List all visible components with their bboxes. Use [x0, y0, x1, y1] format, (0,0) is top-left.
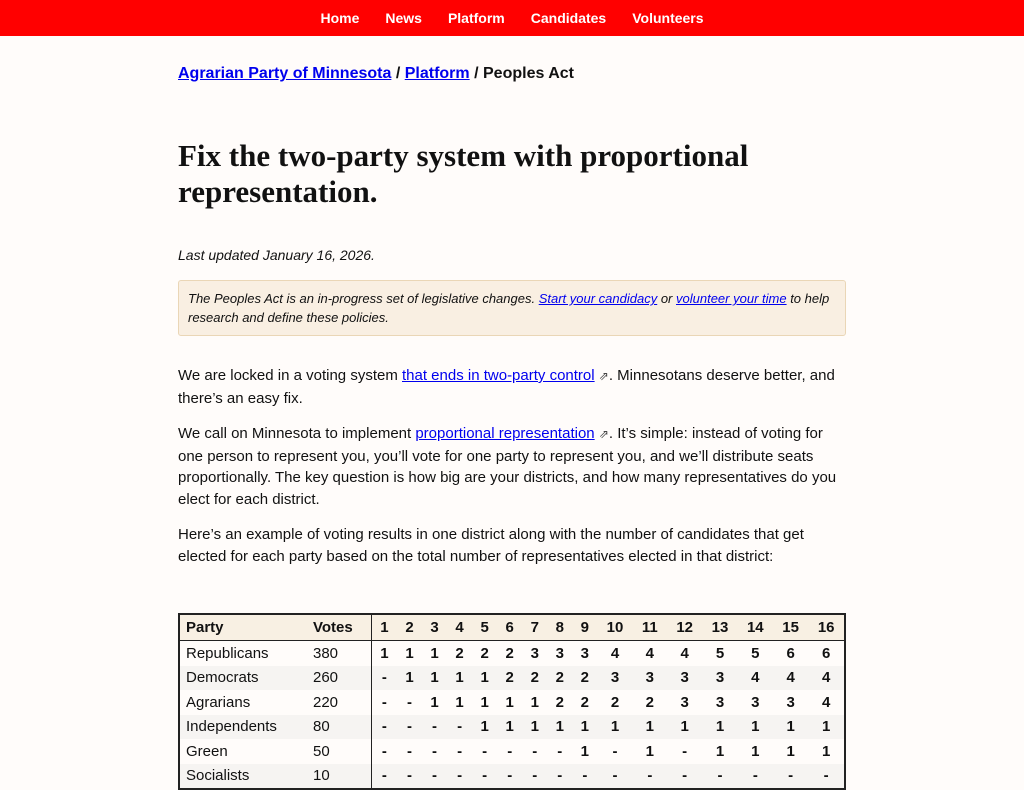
- seat-count: -: [407, 742, 412, 760]
- column-header: 12: [667, 614, 702, 641]
- column-header: 1: [371, 614, 397, 641]
- seat-count: 6: [821, 644, 831, 662]
- seat-count: -: [507, 742, 513, 760]
- seat-count: 1: [430, 644, 439, 662]
- column-header: 6: [497, 614, 522, 641]
- seat-count: -: [572, 764, 597, 790]
- breadcrumb-separator: /: [395, 65, 401, 82]
- seat-count: 3: [530, 644, 539, 662]
- seat-count: -: [371, 764, 397, 790]
- table-header-row: [179, 614, 845, 641]
- seat-count: 4: [738, 666, 773, 691]
- seat-count: 1: [667, 715, 702, 740]
- seat-count: 1: [530, 693, 539, 711]
- breadcrumb: [178, 65, 846, 83]
- seat-count: 1: [633, 715, 667, 740]
- seat-count: -: [612, 742, 618, 760]
- seat-count: 1: [702, 715, 737, 740]
- start-candidacy-link[interactable]: Start your candidacy: [538, 291, 658, 306]
- seat-count: -: [667, 764, 702, 790]
- column-header: 7: [522, 614, 547, 641]
- main-content: [178, 36, 846, 790]
- seat-count: 1: [715, 742, 725, 760]
- two-party-control-link[interactable]: that ends in two-party control: [402, 367, 595, 384]
- seat-count: 3: [715, 693, 725, 711]
- text: . It’s simple: instead of voting for one person to represent you, you’ll vote for one party to represent you, and we’ll distribute seats proportionally. The key question is how big are your districts, and how many representatives do you elect for each district.: [178, 425, 837, 508]
- seat-count: -: [682, 742, 688, 760]
- column-header: 13: [702, 614, 737, 641]
- nav-home[interactable]: Home: [320, 10, 360, 26]
- paragraph: [178, 423, 846, 510]
- external-link-icon: ⇗: [598, 427, 609, 441]
- nav-candidates[interactable]: Candidates: [530, 10, 607, 26]
- seat-count: 1: [405, 644, 414, 662]
- seat-count: -: [397, 764, 422, 790]
- seat-count: 1: [786, 742, 795, 760]
- seat-count: 3: [667, 666, 702, 691]
- seat-count: -: [522, 764, 547, 790]
- page-title: Fix the two-party system with proportional representation.: [178, 138, 749, 209]
- party-name: Socialists: [179, 764, 307, 790]
- seat-count: 3: [597, 666, 632, 691]
- seat-count: 5: [751, 644, 760, 662]
- table-row: [179, 641, 845, 666]
- seat-count: 2: [645, 693, 655, 711]
- seat-count: 1: [522, 715, 547, 740]
- seat-count: -: [422, 764, 447, 790]
- seat-count: 2: [547, 666, 572, 691]
- party-name: Democrats: [179, 666, 307, 691]
- seat-count: 4: [610, 644, 620, 662]
- external-link-icon: ⇗: [598, 369, 609, 383]
- seat-count: 1: [751, 742, 760, 760]
- seat-count: 2: [522, 666, 547, 691]
- seat-count: 1: [472, 715, 497, 740]
- column-header: 16: [808, 614, 845, 641]
- seat-count: 3: [580, 644, 589, 662]
- table-row: [179, 666, 845, 691]
- vote-count: 50: [307, 739, 371, 764]
- column-header: Votes: [307, 614, 371, 641]
- seat-count: 2: [572, 666, 597, 691]
- seat-count: 2: [555, 693, 564, 711]
- column-header: 10: [597, 614, 632, 641]
- seat-count: 2: [610, 693, 620, 711]
- seat-count: 1: [422, 666, 447, 691]
- text: We are locked in a voting system: [178, 367, 402, 384]
- nav-news[interactable]: News: [385, 10, 422, 26]
- seat-count: 3: [680, 693, 689, 711]
- seat-count: -: [397, 715, 422, 740]
- seat-count: 6: [786, 644, 795, 662]
- seat-count: 1: [597, 715, 632, 740]
- table-row: [179, 739, 845, 764]
- seat-count: 4: [645, 644, 655, 662]
- column-header: 4: [447, 614, 472, 641]
- breadcrumb-current: Peoples Act: [483, 65, 574, 82]
- seat-count: 1: [455, 693, 464, 711]
- seat-count: 1: [821, 742, 831, 760]
- seat-count: -: [557, 742, 563, 760]
- seat-count: -: [407, 693, 412, 711]
- seat-count: -: [472, 764, 497, 790]
- seat-count: -: [532, 742, 538, 760]
- seat-count: -: [381, 693, 387, 711]
- last-updated: Last updated January 16, 2026.: [178, 247, 375, 263]
- vote-count: 220: [307, 690, 371, 715]
- nav-volunteers[interactable]: Volunteers: [632, 10, 704, 26]
- seat-count: -: [702, 764, 737, 790]
- party-name: Green: [186, 742, 228, 760]
- column-header: 15: [773, 614, 808, 641]
- seat-count: -: [808, 764, 845, 790]
- seat-count: 1: [447, 666, 472, 691]
- seat-count: -: [482, 742, 488, 760]
- seat-count: 3: [633, 666, 667, 691]
- seat-count: 2: [580, 693, 589, 711]
- party-name: Republicans: [186, 644, 269, 662]
- column-header: 11: [633, 614, 667, 641]
- column-header: 5: [472, 614, 497, 641]
- column-header: 9: [572, 614, 597, 641]
- seat-count: -: [497, 764, 522, 790]
- text: . Minnesotans deserve better, and there’s an easy fix.: [178, 367, 835, 407]
- seat-count: 4: [808, 666, 845, 691]
- paragraph: [178, 365, 846, 409]
- seat-count: 4: [773, 666, 808, 691]
- seat-count: 1: [497, 715, 522, 740]
- seat-count: 2: [505, 644, 514, 662]
- vote-count: 10: [307, 764, 371, 790]
- column-header: 3: [422, 614, 447, 641]
- seat-count: 1: [572, 715, 597, 740]
- seat-count: -: [547, 764, 572, 790]
- seat-allocation-table: [178, 613, 846, 790]
- seat-count: -: [371, 715, 397, 740]
- proportional-representation-link[interactable]: proportional representation: [415, 425, 595, 442]
- nav-platform[interactable]: Platform: [447, 10, 505, 26]
- seat-count: 1: [472, 666, 497, 691]
- notice-text: or: [657, 291, 677, 306]
- vote-count: 260: [307, 666, 371, 691]
- column-header: Party: [179, 614, 307, 641]
- seat-count: 4: [821, 693, 831, 711]
- volunteer-link[interactable]: volunteer your time: [676, 291, 787, 306]
- seat-count: 3: [555, 644, 564, 662]
- seat-count: 1: [580, 742, 589, 760]
- notice-text: The Peoples Act is an in-progress set of legislative changes.: [188, 291, 539, 306]
- breadcrumb-platform-link[interactable]: Platform: [404, 65, 470, 82]
- seat-count: 1: [505, 693, 514, 711]
- breadcrumb-root-link[interactable]: Agrarian Party of Minnesota: [178, 65, 392, 82]
- party-name: Independents: [179, 715, 307, 740]
- seat-count: 1: [738, 715, 773, 740]
- seat-count: 1: [547, 715, 572, 740]
- top-nav: [0, 0, 1024, 36]
- seat-count: 3: [702, 666, 737, 691]
- seat-count: 3: [786, 693, 795, 711]
- seat-count: 1: [645, 742, 655, 760]
- seat-count: -: [447, 715, 472, 740]
- party-name: Agrarians: [186, 693, 251, 711]
- seat-count: -: [597, 764, 632, 790]
- seat-count: 1: [773, 715, 808, 740]
- vote-count: 80: [307, 715, 371, 740]
- text: We call on Minnesota to implement: [178, 425, 416, 442]
- table-row: [179, 690, 845, 715]
- notice-text: to help research and define these policies.: [188, 291, 830, 325]
- column-header: 2: [397, 614, 422, 641]
- seat-count: 3: [751, 693, 760, 711]
- seat-count: 1: [430, 693, 439, 711]
- seat-count: 1: [808, 715, 845, 740]
- column-header: 8: [547, 614, 572, 641]
- seat-count: -: [447, 764, 472, 790]
- seat-count: -: [633, 764, 667, 790]
- breadcrumb-separator: /: [474, 65, 479, 82]
- seat-count: 1: [480, 693, 489, 711]
- notice-box: [178, 280, 846, 336]
- seat-count: 2: [480, 644, 489, 662]
- seat-count: -: [773, 764, 808, 790]
- table-row: [179, 715, 845, 740]
- seat-count: 1: [397, 666, 422, 691]
- seat-count: -: [457, 742, 463, 760]
- table-row: [179, 764, 845, 790]
- seat-count: -: [422, 715, 447, 740]
- seat-count: 5: [715, 644, 725, 662]
- seat-count: 4: [680, 644, 689, 662]
- seat-count: -: [738, 764, 773, 790]
- seat-count: 2: [455, 644, 464, 662]
- vote-count: 380: [307, 641, 371, 666]
- paragraph: Here’s an example of voting results in one district along with the number of candidates that get elected for each party based on the total number of representatives elected in that district:: [178, 526, 804, 565]
- seat-count: 1: [380, 644, 389, 662]
- seat-count: -: [432, 742, 438, 760]
- seat-count: -: [371, 666, 397, 691]
- seat-count: 2: [497, 666, 522, 691]
- seat-count: -: [381, 742, 387, 760]
- column-header: 14: [738, 614, 773, 641]
